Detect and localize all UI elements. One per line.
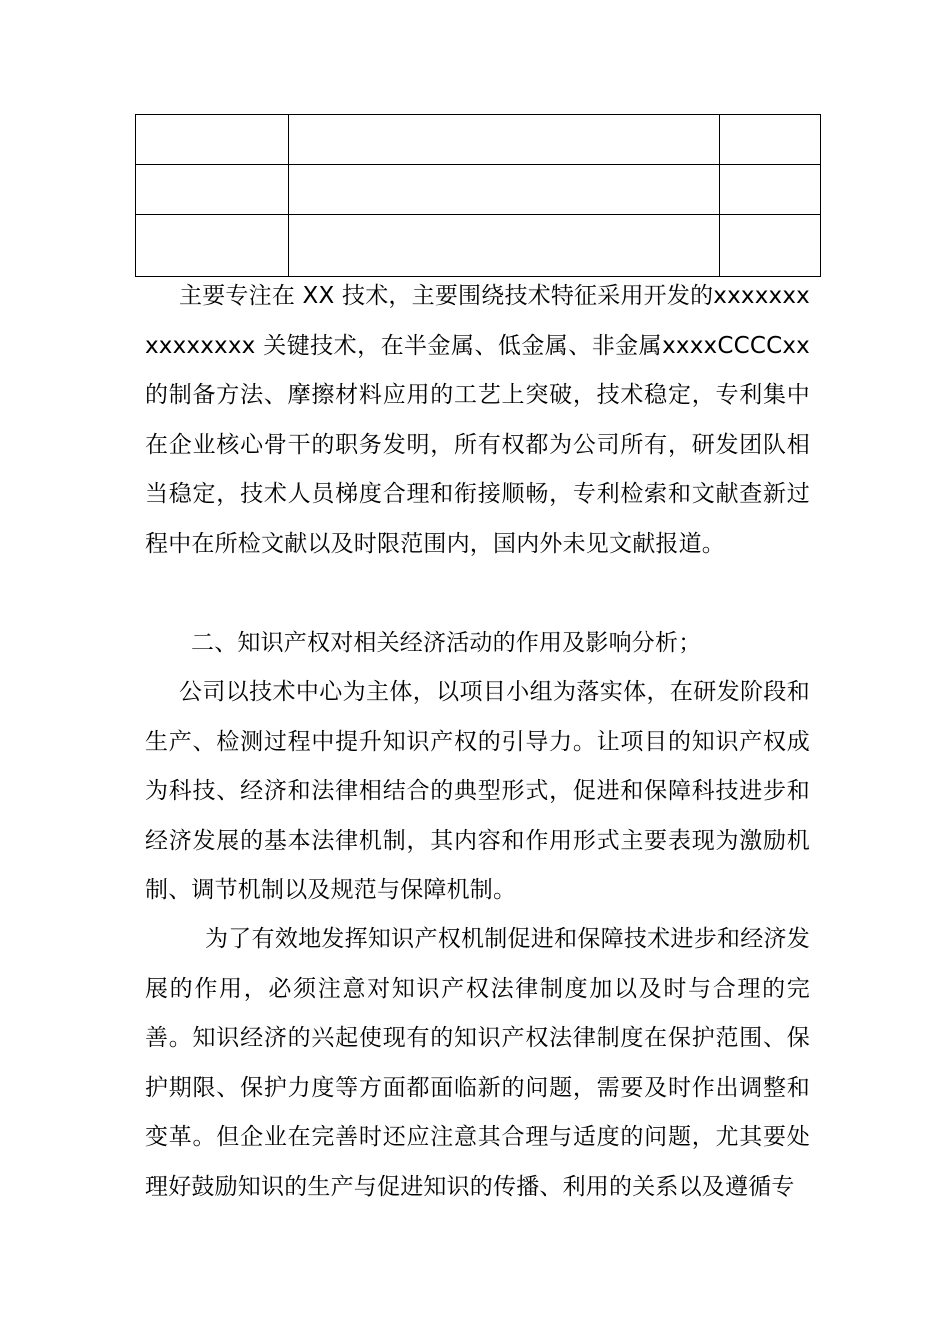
table-cell xyxy=(136,215,289,277)
table-cell xyxy=(720,215,821,277)
paragraph-ip-mechanism: 为了有效地发挥知识产权机制促进和保障技术进步和经济发展的作用，必须注意对知识产权法律制度加以及时与合理的完善。知识经济的兴起使现有的知识产权法律制度在保护范围、保护期限、保护力度等方面都面临新的问题，需要及时作出调整和变革。但企业在完善时还应注意其合理与适度的问题，尤其要处理好鼓励知识的生产与促进知识的传播、利用的关系以及遵循专 xyxy=(145,926,810,1200)
section-heading: 二、知识产权对相关经济活动的作用及影响分析； xyxy=(191,630,702,656)
table-cell xyxy=(720,115,821,165)
table-cell xyxy=(136,115,289,165)
table-row xyxy=(136,115,821,165)
table-cell xyxy=(289,165,720,215)
paragraph-company-ip: 公司以技术中心为主体，以项目小组为落实体，在研发阶段和生产、检测过程中提升知识产权的引导力。让项目的知识产权成为科技、经济和法律相结合的典型形式，促进和保障科技进步和经济发展的基本法律机制，其内容和作用形式主要表现为激励机制、调节机制以及规范与保障机制。 xyxy=(145,679,810,903)
paragraph-technology-focus: 主要专注在 XX 技术，主要围绕技术特征采用开发的xxxxxxxxxxxxxxx 关键技术，在半金属、低金属、非金属xxxxCCCCxx的制备方法、摩擦材料应用的工艺上突破，技术稳定，专利集中在企业核心骨干的职务发明，所有权都为公司所有，研发团队相当稳定，技术人员梯度合理和衔接顺畅，专利检索和文献查新过程中在所检文献以及时限范围内，国内外未见文献报道。 xyxy=(145,283,810,557)
table-cell xyxy=(289,115,720,165)
table-row xyxy=(136,165,821,215)
table-cell xyxy=(136,165,289,215)
table-cell xyxy=(720,165,821,215)
empty-table xyxy=(135,114,821,277)
table-row xyxy=(136,215,821,277)
table-cell xyxy=(289,215,720,277)
